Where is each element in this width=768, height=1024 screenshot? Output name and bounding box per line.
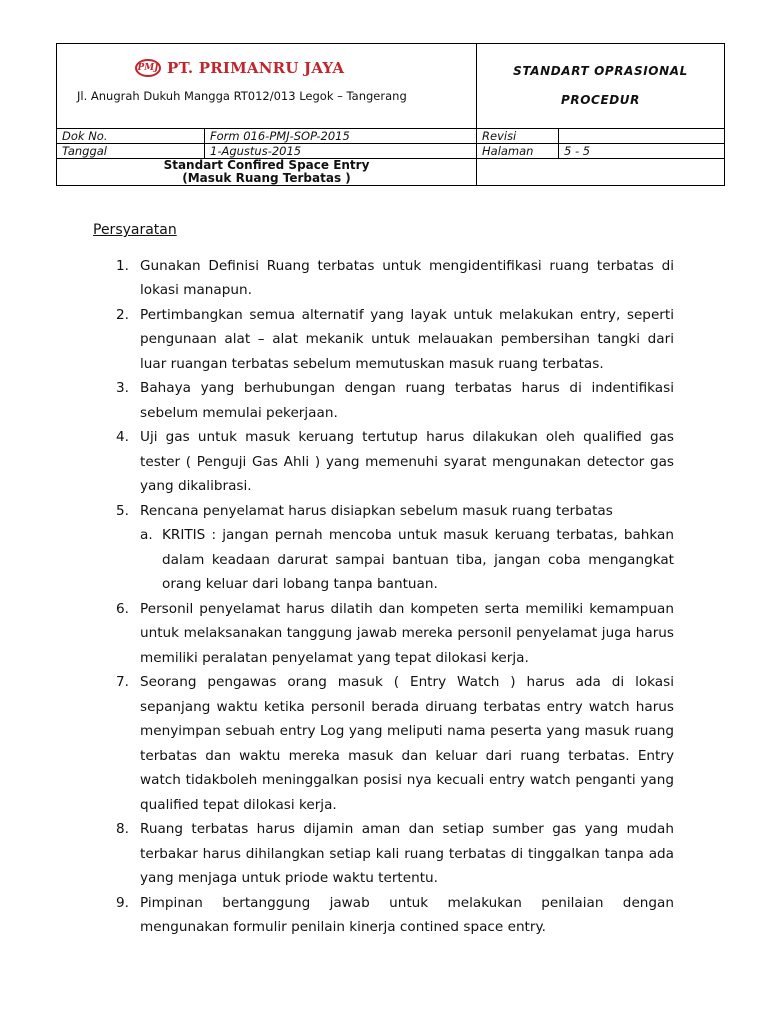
list-item (93, 817, 674, 891)
dok-no-value: Form 016-PMJ-SOP-2015 (205, 129, 477, 144)
company-info-cell (57, 44, 477, 129)
procedure-title-line1: Standart Confired Space Entry (163, 158, 370, 172)
section-heading: Persyaratan (93, 222, 177, 238)
list-item-number: 6. (116, 600, 129, 617)
list-item-number: 1. (116, 257, 129, 274)
sub-list-item (140, 523, 674, 597)
procedure-title-cell (57, 159, 477, 186)
list-item-text: Gunakan Definisi Ruang terbatas untuk mengidentifikasi ruang terbatas di lokasi manapun. (140, 257, 674, 298)
list-item (93, 891, 674, 940)
list-item (93, 303, 674, 377)
halaman-value: 5 - 5 (559, 144, 725, 159)
revisi-label: Revisi (477, 129, 559, 144)
document-body (93, 218, 674, 940)
empty-cell (477, 159, 725, 186)
dok-no-label: Dok No. (57, 129, 205, 144)
tanggal-label: Tanggal (57, 144, 205, 159)
list-item (93, 597, 674, 671)
list-item-text: Uji gas untuk masuk keruang tertutup harus dilakukan oleh qualified gas tester ( Penguji Gas Ahli ) yang memenuhi syarat mengunakan detector gas yang dikalibrasi. (140, 429, 674, 494)
company-name: PT. PRIMANRU JAYA (167, 59, 345, 77)
list-item (93, 376, 674, 425)
document-type-line1: STANDART OPRASIONAL (513, 64, 688, 78)
document-header-table (56, 43, 725, 186)
list-item-number: 7. (116, 674, 129, 690)
procedure-title-line2: (Masuk Ruang Terbatas ) (182, 171, 351, 185)
list-item-number: 3. (116, 380, 129, 396)
list-item-number: 4. (116, 429, 129, 445)
list-item-text: Bahaya yang berhubungan dengan ruang terbatas harus di indentifikasi sebelum memulai pekerjaan. (140, 380, 674, 421)
list-item-text: Ruang terbatas harus dijamin aman dan setiap sumber gas yang mudah terbakar harus dihilangkan setiap kali ruang terbatas di tinggalkan tanpa ada yang menjaga untuk priode waktu tertentu. (140, 821, 674, 886)
list-item-number: 5. (116, 502, 129, 519)
document-type-line2: PROCEDUR (561, 93, 640, 107)
list-item (93, 499, 674, 597)
company-logo-mark: PMJ (135, 59, 161, 77)
list-item-text: Seorang pengawas orang masuk ( Entry Watch ) harus ada di lokasi sepanjang waktu ketika personil berada diruang terbatas entry watch harus menyimpan sebuah entry Log yang meliputi nama peserta yang masuk ruang terbatas dan waktu mereka masuk dan keluar dari ruang terbatas. Entry watch tidakboleh meninggalkan posisi nya kecuali entry watch penganti yang qualified tepat dilokasi kerja. (140, 674, 674, 813)
list-item-number: 2. (116, 306, 129, 323)
halaman-label: Halaman (477, 144, 559, 159)
list-item-text: Pertimbangkan semua alternatif yang layak untuk melakukan entry, seperti pengunaan alat – alat mekanik untuk melauakan pembersihan tangki dari luar ruangan terbatas sebelum memutuskan masuk ruang terbatas. (140, 306, 674, 372)
list-item-text: Pimpinan bertanggung jawab untuk melakukan penilaian dengan mengunakan formulir penilain kinerja contined space entry. (140, 894, 674, 935)
tanggal-value: 1-Agustus-2015 (205, 144, 477, 159)
requirements-list (93, 254, 674, 940)
list-item-number: 9. (116, 894, 129, 911)
sub-list-item-letter: a. (140, 527, 153, 543)
document-type-cell (477, 44, 725, 129)
list-item (93, 425, 674, 499)
list-item-text: Personil penyelamat harus dilatih dan kompeten serta memiliki kemampuan untuk melaksanakan tanggung jawab mereka personil penyelamat juga harus memiliki peralatan penyelamat yang tepat dilokasi kerja. (140, 600, 674, 666)
list-item-number: 8. (116, 821, 129, 837)
sub-list (140, 523, 674, 597)
list-item (93, 670, 674, 817)
list-item-text: Rencana penyelamat harus disiapkan sebelum masuk ruang terbatas (140, 502, 613, 519)
revisi-value (559, 129, 725, 144)
company-logo (135, 59, 344, 77)
list-item (93, 254, 674, 303)
sub-list-item-text: KRITIS : jangan pernah mencoba untuk masuk keruang terbatas, bahkan dalam keadaan darurat sampai bantuan tiba, jangan coba mengangkat orang keluar dari lobang tanpa bantuan. (162, 527, 674, 592)
company-address: Jl. Anugrah Dukuh Mangga RT012/013 Legok – Tangerang (77, 89, 407, 103)
